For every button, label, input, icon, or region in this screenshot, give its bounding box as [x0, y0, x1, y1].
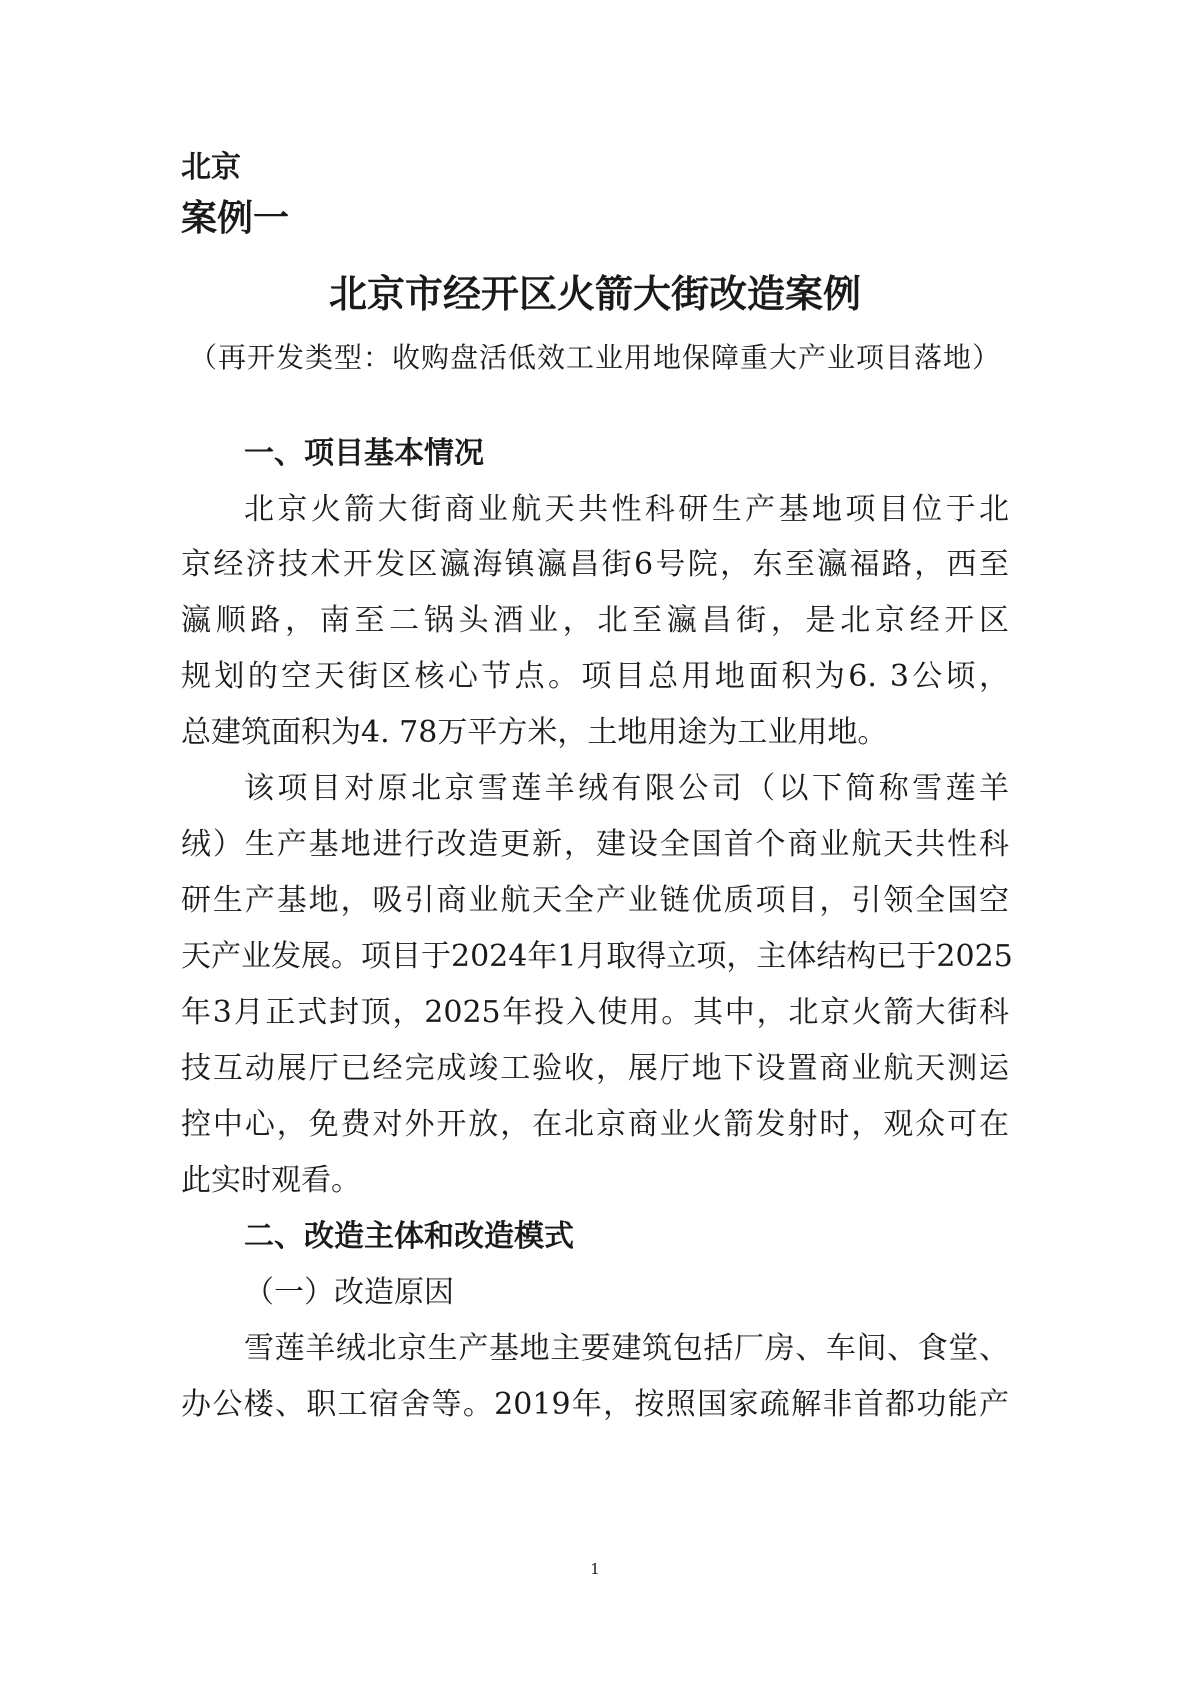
paragraph-line: 绒）生产基地进行改造更新，建设全国首个商业航天共性科	[181, 827, 1009, 862]
page-number: 1	[590, 1560, 600, 1578]
paragraph-line: 规划的空天街区核心节点。项目总用地面积为6. 3公顷，	[181, 659, 1009, 694]
paragraph-line: 该项目对原北京雪莲羊绒有限公司（以下简称雪莲羊	[244, 771, 1009, 806]
paragraph-line: 雪莲羊绒北京生产基地主要建筑包括厂房、车间、食堂、	[244, 1331, 1009, 1366]
section-heading: 二、改造主体和改造模式	[244, 1219, 574, 1254]
paragraph-line: 办公楼、职工宿舍等。2019年，按照国家疏解非首都功能产	[181, 1387, 1009, 1422]
document-title: 北京市经开区火箭大街改造案例	[328, 271, 861, 316]
region-label: 北京	[181, 150, 241, 185]
paragraph-line: 控中心，免费对外开放，在北京商业火箭发射时，观众可在	[181, 1107, 1009, 1142]
paragraph-line: 瀛顺路，南至二锅头酒业，北至瀛昌街，是北京经开区	[181, 603, 1009, 638]
paragraph-line: 年3月正式封顶，2025年投入使用。其中，北京火箭大街科	[181, 995, 1009, 1030]
paragraph-line: 此实时观看。	[181, 1163, 361, 1198]
document-subtitle: （再开发类型：收购盘活低效工业用地保障重大产业项目落地）	[188, 341, 1001, 374]
paragraph-line: 技互动展厅已经完成竣工验收，展厅地下设置商业航天测运	[181, 1051, 1009, 1086]
subsection-heading: （一）改造原因	[244, 1275, 454, 1310]
case-label: 案例一	[181, 198, 290, 239]
paragraph-line: 京经济技术开发区瀛海镇瀛昌街6号院，东至瀛福路，西至	[181, 547, 1009, 582]
paragraph-line: 天产业发展。项目于2024年1月取得立项，主体结构已于2025	[181, 939, 1013, 974]
paragraph-line: 研生产基地，吸引商业航天全产业链优质项目，引领全国空	[181, 883, 1009, 918]
paragraph-line: 北京火箭大街商业航天共性科研生产基地项目位于北	[244, 492, 1009, 527]
paragraph-line: 总建筑面积为4. 78万平方米，土地用途为工业用地。	[181, 715, 888, 750]
section-heading: 一、项目基本情况	[244, 436, 484, 471]
